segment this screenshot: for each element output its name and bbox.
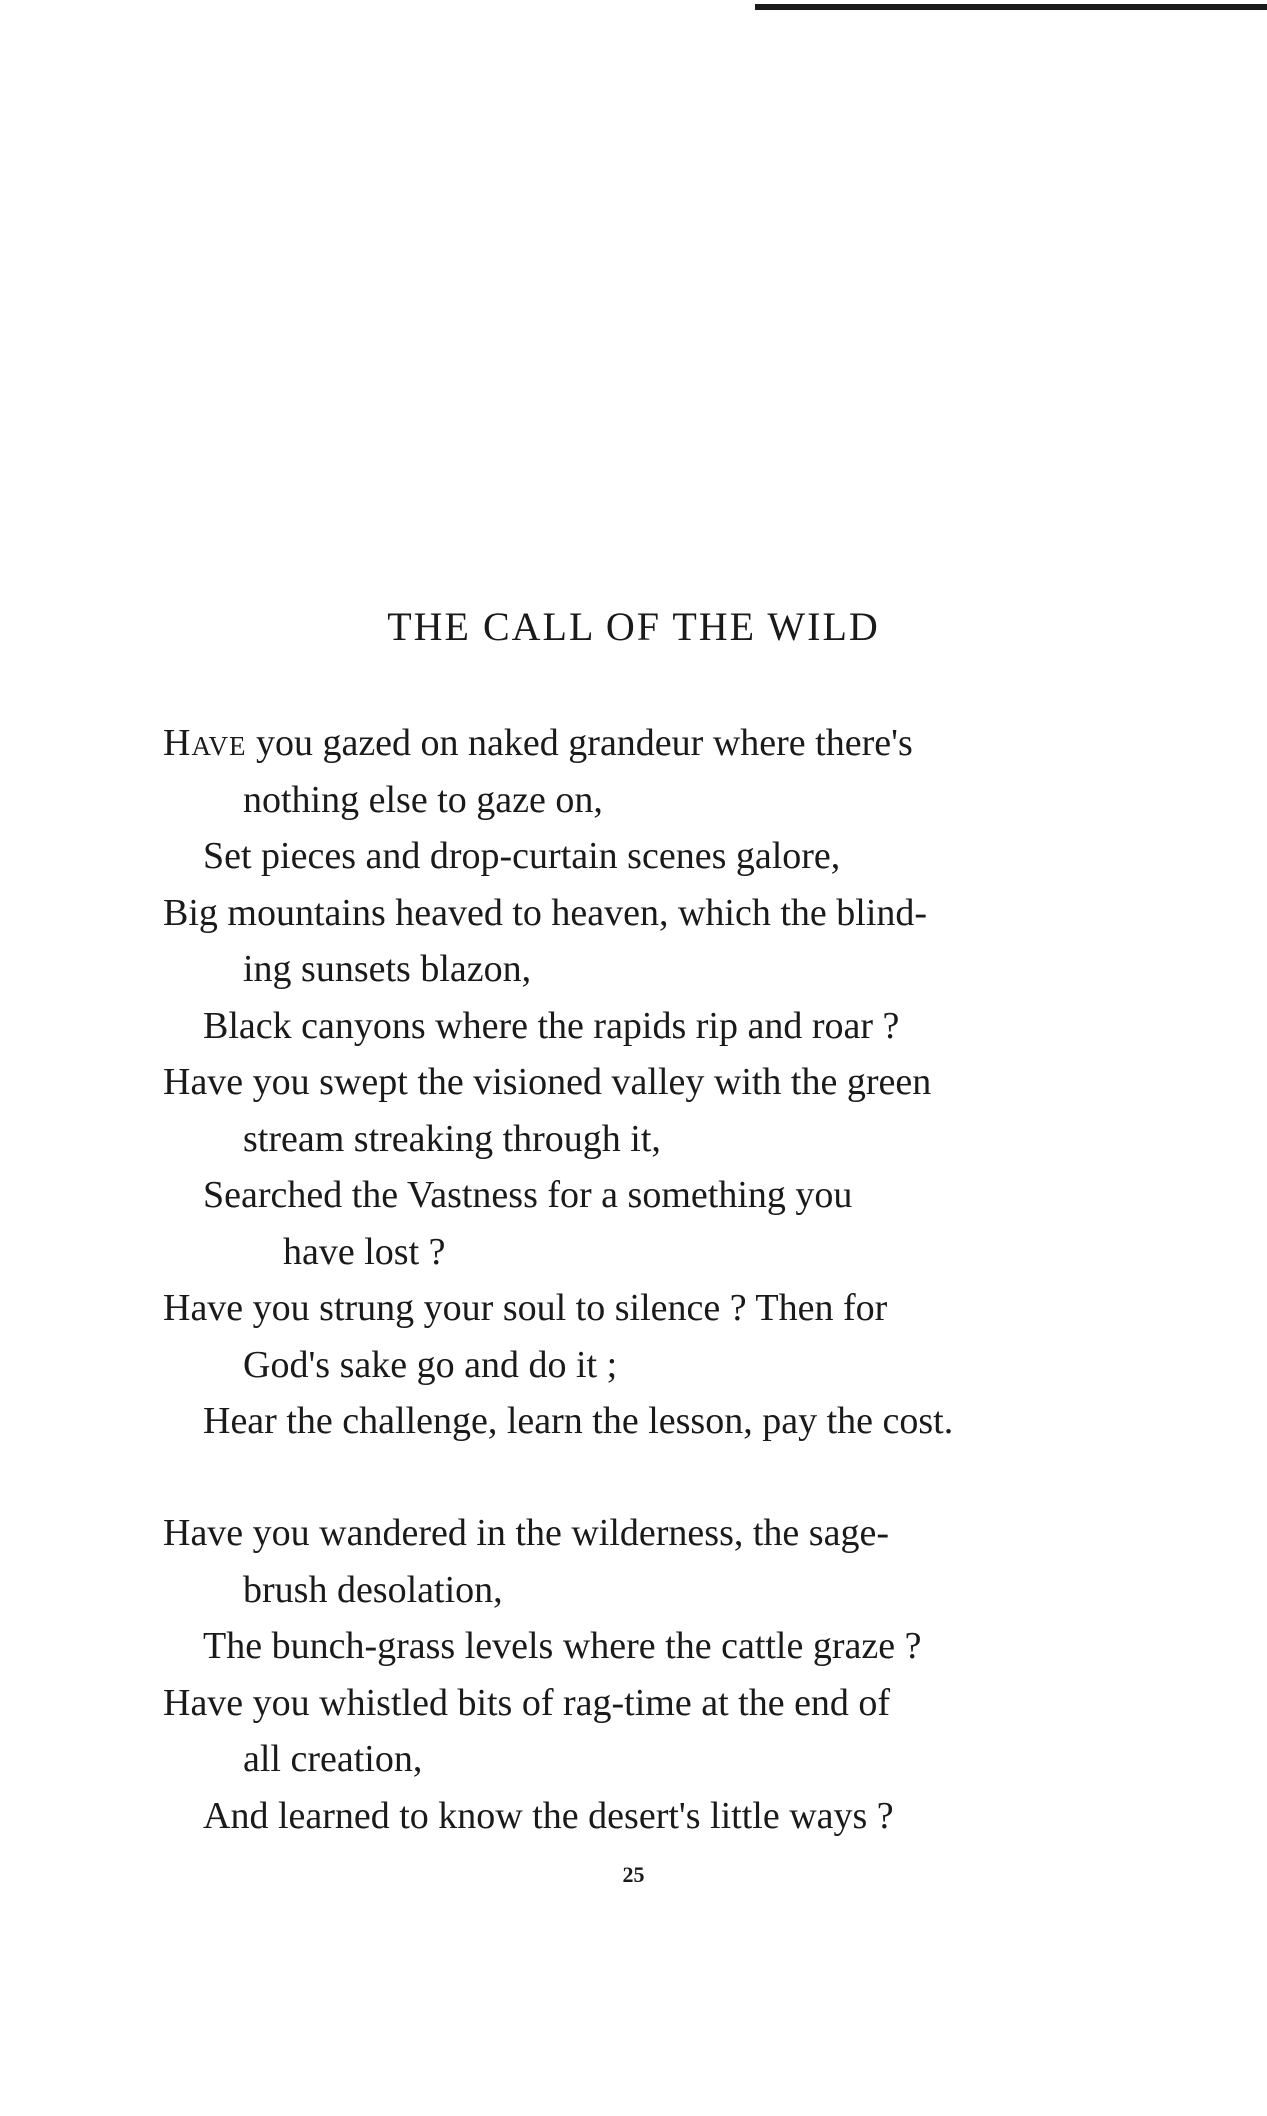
poem-line: Have you strung your soul to silence ? Then for (163, 1287, 888, 1329)
top-rule (755, 4, 1267, 10)
opening-word: Have (163, 722, 247, 764)
poem-line: Black canyons where the rapids rip and roar ? (203, 1004, 900, 1047)
first-line-rest: you gazed on naked grandeur where there's (246, 722, 913, 764)
stanza-1 (163, 715, 1123, 1450)
poem-line: Have you swept the visioned valley with the green (163, 1061, 932, 1103)
poem-line: stream streaking through it, (243, 1117, 661, 1160)
poem-line: have lost ? (283, 1230, 446, 1273)
poem-line: Have you whistled bits of rag-time at the end of (163, 1681, 891, 1724)
poem-line: Have you wandered in the wilderness, the sage- (163, 1512, 889, 1554)
poem-line: Hear the challenge, learn the lesson, pay the cost. (203, 1400, 954, 1442)
poem-line: And learned to know the desert's little ways ? (203, 1794, 894, 1837)
poem-line (163, 715, 1123, 772)
stanza-2 (163, 1505, 1123, 1844)
poem-line: all creation, (243, 1738, 423, 1780)
poem-line: Searched the Vastness for a something you (203, 1174, 853, 1216)
poem-line: brush desolation, (243, 1568, 503, 1611)
page-number: 25 (622, 1862, 645, 1887)
poem-line: nothing else to gaze on, (243, 778, 603, 821)
poem-line: Set pieces and drop-curtain scenes galore, (203, 835, 841, 877)
poem-line: ing sunsets blazon, (243, 948, 532, 990)
poem-line: God's sake go and do it ; (243, 1343, 618, 1386)
poem-title: THE CALL OF THE WILD (387, 604, 880, 649)
poem-line: The bunch-grass levels where the cattle graze ? (203, 1625, 922, 1667)
poem-line: Big mountains heaved to heaven, which the blind- (163, 891, 928, 934)
